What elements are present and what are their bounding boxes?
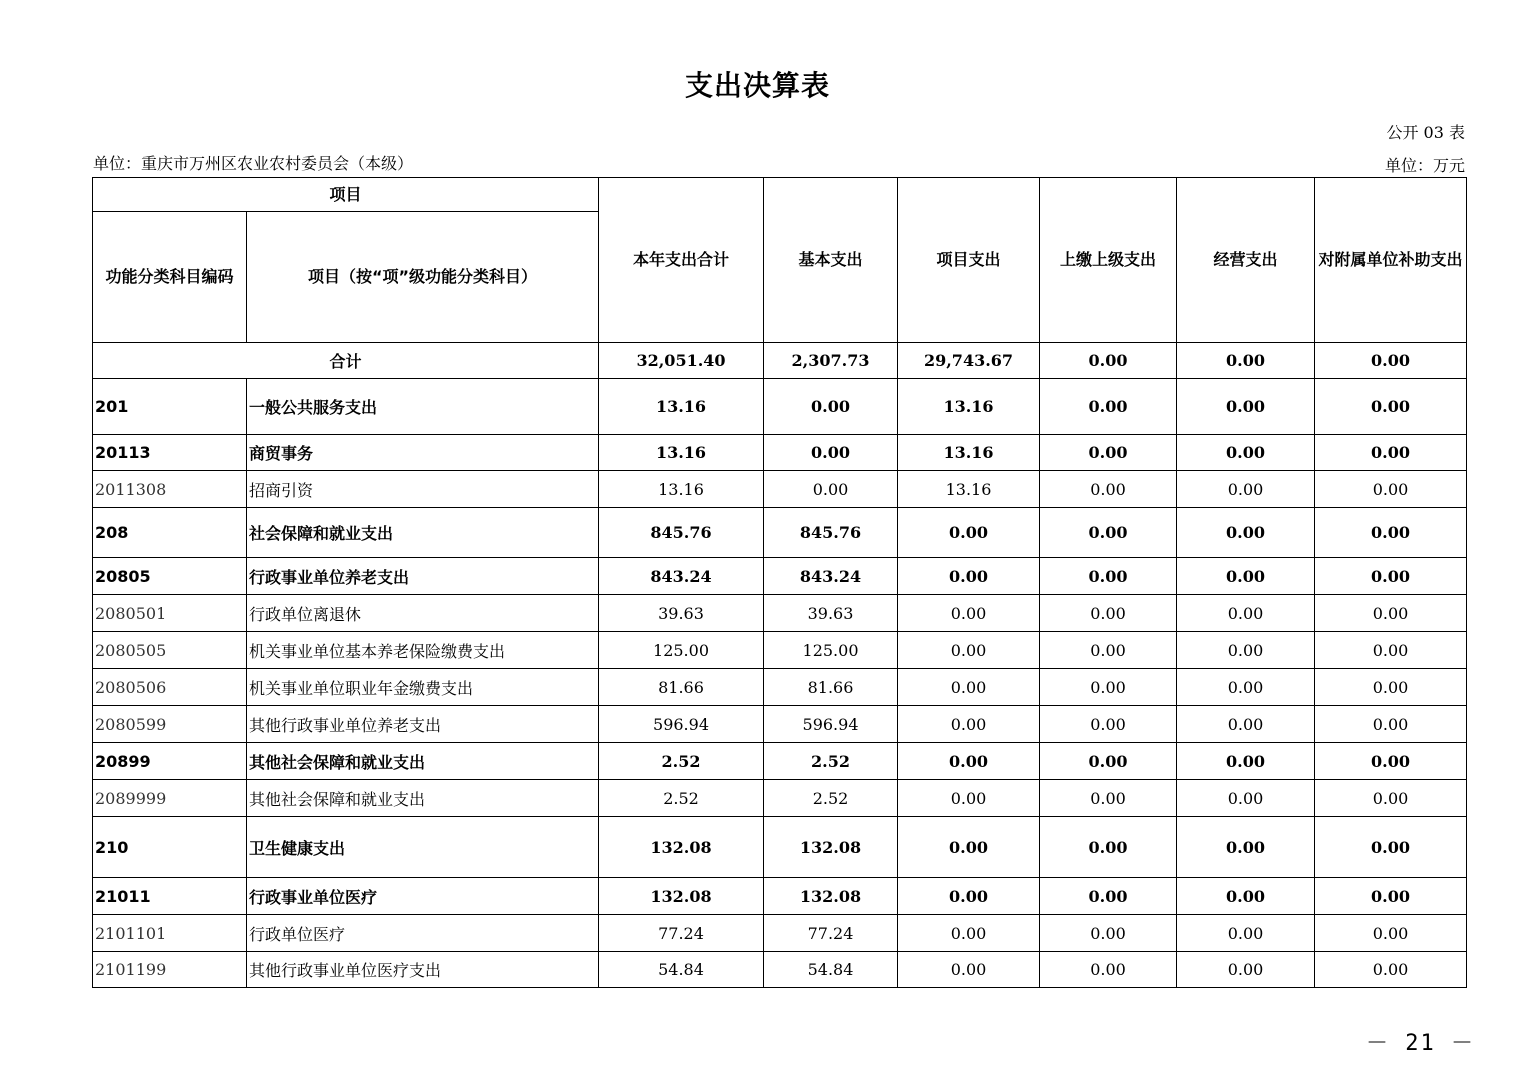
row-value: 845.76 bbox=[599, 508, 764, 558]
row-value: 0.00 bbox=[1177, 558, 1315, 595]
row-value: 0.00 bbox=[764, 471, 898, 508]
row-name: 机关事业单位职业年金缴费支出 bbox=[247, 669, 599, 706]
table-header bbox=[93, 178, 1467, 343]
row-value: 0.00 bbox=[1177, 915, 1315, 952]
row-value: 596.94 bbox=[599, 706, 764, 743]
total-value: 0.00 bbox=[1177, 343, 1315, 379]
row-code: 201 bbox=[93, 379, 247, 435]
row-value: 0.00 bbox=[898, 595, 1040, 632]
header-project-expenditure: 项目支出 bbox=[898, 178, 1040, 343]
row-value: 0.00 bbox=[898, 780, 1040, 817]
row-value: 2.52 bbox=[764, 780, 898, 817]
row-value: 13.16 bbox=[898, 471, 1040, 508]
row-code: 2089999 bbox=[93, 780, 247, 817]
row-value: 0.00 bbox=[1177, 878, 1315, 915]
table-row bbox=[93, 379, 1467, 435]
table-row bbox=[93, 878, 1467, 915]
total-label: 合计 bbox=[93, 343, 599, 379]
row-value: 0.00 bbox=[1040, 915, 1177, 952]
row-value: 845.76 bbox=[764, 508, 898, 558]
row-value: 77.24 bbox=[764, 915, 898, 952]
row-value: 0.00 bbox=[1040, 435, 1177, 471]
row-value: 54.84 bbox=[599, 952, 764, 988]
row-value: 39.63 bbox=[764, 595, 898, 632]
row-value: 0.00 bbox=[1315, 435, 1467, 471]
row-value: 0.00 bbox=[898, 558, 1040, 595]
row-value: 0.00 bbox=[1177, 780, 1315, 817]
header-subsidy: 对附属单位补助支出 bbox=[1315, 178, 1467, 343]
row-value: 81.66 bbox=[599, 669, 764, 706]
row-value: 0.00 bbox=[1315, 817, 1467, 878]
row-value: 39.63 bbox=[599, 595, 764, 632]
row-value: 0.00 bbox=[1315, 706, 1467, 743]
table-row bbox=[93, 780, 1467, 817]
row-value: 0.00 bbox=[1177, 379, 1315, 435]
header-name: 项目（按“项”级功能分类科目） bbox=[247, 212, 599, 343]
row-value: 0.00 bbox=[1040, 508, 1177, 558]
row-code: 20899 bbox=[93, 743, 247, 780]
row-value: 0.00 bbox=[1315, 379, 1467, 435]
row-value: 13.16 bbox=[599, 435, 764, 471]
row-value: 0.00 bbox=[1177, 471, 1315, 508]
row-name: 招商引资 bbox=[247, 471, 599, 508]
row-code: 21011 bbox=[93, 878, 247, 915]
row-value: 0.00 bbox=[898, 817, 1040, 878]
row-name: 卫生健康支出 bbox=[247, 817, 599, 878]
row-code: 2011308 bbox=[93, 471, 247, 508]
row-value: 0.00 bbox=[1040, 878, 1177, 915]
row-value: 0.00 bbox=[898, 743, 1040, 780]
row-value: 0.00 bbox=[1177, 743, 1315, 780]
row-name: 行政事业单位养老支出 bbox=[247, 558, 599, 595]
row-value: 132.08 bbox=[764, 817, 898, 878]
row-value: 81.66 bbox=[764, 669, 898, 706]
row-value: 0.00 bbox=[898, 915, 1040, 952]
total-value: 0.00 bbox=[1315, 343, 1467, 379]
row-code: 2101101 bbox=[93, 915, 247, 952]
row-name: 其他社会保障和就业支出 bbox=[247, 743, 599, 780]
row-value: 2.52 bbox=[599, 743, 764, 780]
row-name: 社会保障和就业支出 bbox=[247, 508, 599, 558]
row-value: 0.00 bbox=[1177, 508, 1315, 558]
row-value: 0.00 bbox=[898, 508, 1040, 558]
row-value: 0.00 bbox=[1040, 558, 1177, 595]
row-value: 0.00 bbox=[1040, 743, 1177, 780]
table-row bbox=[93, 817, 1467, 878]
row-code: 2101199 bbox=[93, 952, 247, 988]
form-number: 公开 03 表 bbox=[1386, 123, 1465, 142]
row-value: 0.00 bbox=[1315, 632, 1467, 669]
row-code: 2080501 bbox=[93, 595, 247, 632]
row-name: 其他行政事业单位医疗支出 bbox=[247, 952, 599, 988]
row-value: 13.16 bbox=[599, 379, 764, 435]
row-value: 0.00 bbox=[1177, 669, 1315, 706]
row-value: 0.00 bbox=[898, 706, 1040, 743]
row-value: 0.00 bbox=[1315, 743, 1467, 780]
row-value: 0.00 bbox=[1040, 780, 1177, 817]
row-value: 125.00 bbox=[599, 632, 764, 669]
row-value: 0.00 bbox=[1177, 632, 1315, 669]
row-value: 0.00 bbox=[1040, 595, 1177, 632]
row-value: 0.00 bbox=[1040, 669, 1177, 706]
row-code: 20113 bbox=[93, 435, 247, 471]
total-value: 2,307.73 bbox=[764, 343, 898, 379]
table-row bbox=[93, 632, 1467, 669]
row-value: 0.00 bbox=[1315, 878, 1467, 915]
table-row bbox=[93, 669, 1467, 706]
row-name: 机关事业单位基本养老保险缴费支出 bbox=[247, 632, 599, 669]
organization-unit: 单位：重庆市万州区农业农村委员会（本级） bbox=[93, 154, 414, 173]
total-value: 32,051.40 bbox=[599, 343, 764, 379]
row-value: 54.84 bbox=[764, 952, 898, 988]
total-value: 29,743.67 bbox=[898, 343, 1040, 379]
row-value: 0.00 bbox=[1315, 669, 1467, 706]
row-value: 13.16 bbox=[898, 435, 1040, 471]
row-value: 0.00 bbox=[1177, 706, 1315, 743]
table-row bbox=[93, 952, 1467, 988]
header-business: 经营支出 bbox=[1177, 178, 1315, 343]
row-value: 0.00 bbox=[1315, 595, 1467, 632]
row-value: 843.24 bbox=[599, 558, 764, 595]
row-value: 0.00 bbox=[1315, 915, 1467, 952]
row-value: 0.00 bbox=[1315, 952, 1467, 988]
table-row bbox=[93, 595, 1467, 632]
table-row bbox=[93, 706, 1467, 743]
row-code: 2080505 bbox=[93, 632, 247, 669]
row-value: 132.08 bbox=[599, 878, 764, 915]
row-value: 0.00 bbox=[1177, 595, 1315, 632]
row-name: 行政事业单位医疗 bbox=[247, 878, 599, 915]
header-basic: 基本支出 bbox=[764, 178, 898, 343]
row-code: 208 bbox=[93, 508, 247, 558]
row-value: 2.52 bbox=[599, 780, 764, 817]
total-value: 0.00 bbox=[1040, 343, 1177, 379]
row-code: 210 bbox=[93, 817, 247, 878]
table-row bbox=[93, 558, 1467, 595]
table-body bbox=[93, 343, 1467, 988]
row-name: 其他行政事业单位养老支出 bbox=[247, 706, 599, 743]
row-value: 0.00 bbox=[1315, 508, 1467, 558]
page-title: 支出决算表 bbox=[684, 69, 830, 102]
row-value: 125.00 bbox=[764, 632, 898, 669]
row-value: 0.00 bbox=[1040, 379, 1177, 435]
row-name: 行政单位医疗 bbox=[247, 915, 599, 952]
currency-unit: 单位：万元 bbox=[1384, 156, 1465, 175]
row-value: 596.94 bbox=[764, 706, 898, 743]
expenditure-table bbox=[92, 177, 1467, 988]
row-value: 0.00 bbox=[764, 379, 898, 435]
row-value: 0.00 bbox=[1315, 558, 1467, 595]
header-upper-remit: 上缴上级支出 bbox=[1040, 178, 1177, 343]
table-row bbox=[93, 508, 1467, 558]
row-value: 132.08 bbox=[599, 817, 764, 878]
row-value: 0.00 bbox=[898, 952, 1040, 988]
table-row bbox=[93, 915, 1467, 952]
header-code: 功能分类科目编码 bbox=[93, 212, 247, 343]
row-value: 132.08 bbox=[764, 878, 898, 915]
row-value: 0.00 bbox=[898, 632, 1040, 669]
row-value: 0.00 bbox=[1040, 817, 1177, 878]
row-value: 0.00 bbox=[1177, 817, 1315, 878]
row-name: 其他社会保障和就业支出 bbox=[247, 780, 599, 817]
row-value: 0.00 bbox=[898, 669, 1040, 706]
row-value: 0.00 bbox=[1040, 952, 1177, 988]
row-value: 843.24 bbox=[764, 558, 898, 595]
row-code: 20805 bbox=[93, 558, 247, 595]
header-total: 本年支出合计 bbox=[599, 178, 764, 343]
table-row bbox=[93, 743, 1467, 780]
row-name: 行政单位离退休 bbox=[247, 595, 599, 632]
row-value: 0.00 bbox=[764, 435, 898, 471]
row-value: 0.00 bbox=[1177, 435, 1315, 471]
row-value: 13.16 bbox=[599, 471, 764, 508]
row-value: 0.00 bbox=[1177, 952, 1315, 988]
row-code: 2080599 bbox=[93, 706, 247, 743]
row-value: 0.00 bbox=[1040, 706, 1177, 743]
row-value: 0.00 bbox=[1315, 780, 1467, 817]
row-value: 0.00 bbox=[1040, 471, 1177, 508]
table-row bbox=[93, 471, 1467, 508]
total-row bbox=[93, 343, 1467, 379]
row-value: 0.00 bbox=[898, 878, 1040, 915]
table-row bbox=[93, 435, 1467, 471]
row-value: 77.24 bbox=[599, 915, 764, 952]
row-code: 2080506 bbox=[93, 669, 247, 706]
row-value: 0.00 bbox=[1315, 471, 1467, 508]
page-number: － 21 － bbox=[1366, 1031, 1475, 1056]
row-value: 2.52 bbox=[764, 743, 898, 780]
row-name: 商贸事务 bbox=[247, 435, 599, 471]
row-value: 0.00 bbox=[1040, 632, 1177, 669]
row-value: 13.16 bbox=[898, 379, 1040, 435]
row-name: 一般公共服务支出 bbox=[247, 379, 599, 435]
header-project: 项目 bbox=[93, 178, 599, 212]
